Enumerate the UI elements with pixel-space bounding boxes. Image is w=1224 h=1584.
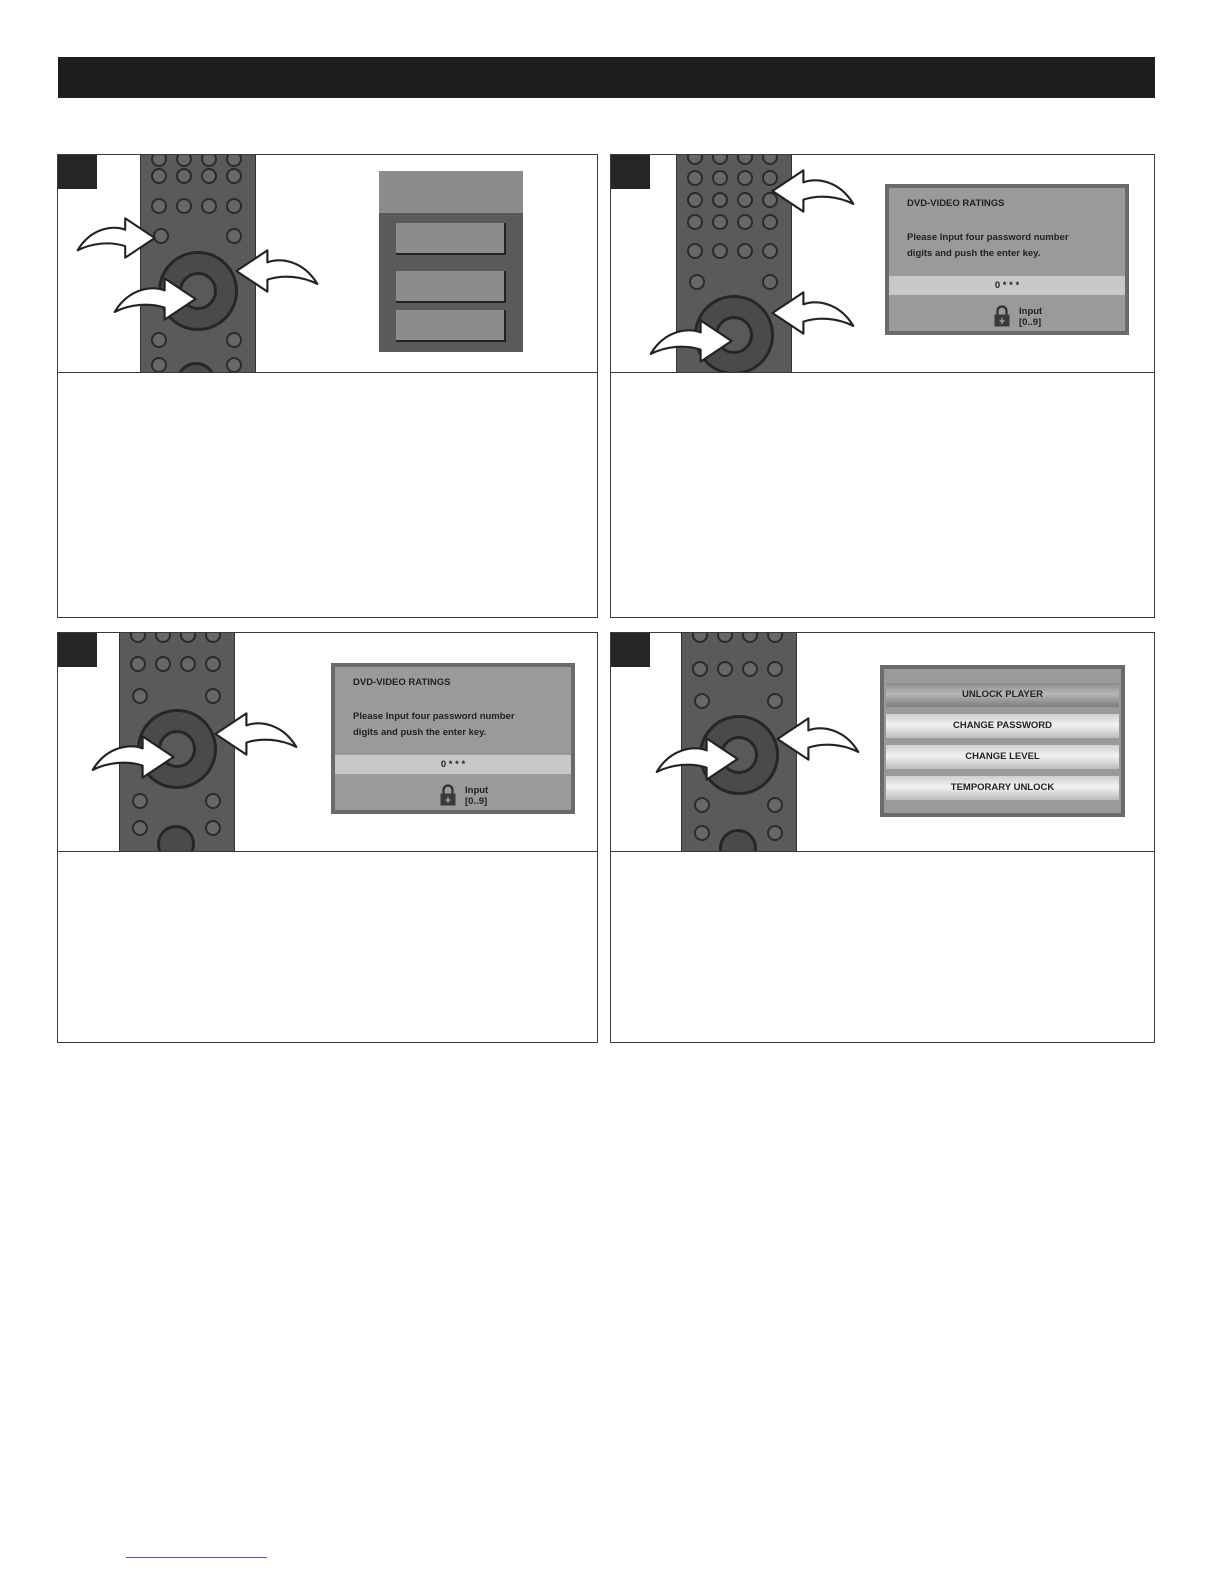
remote-button — [151, 155, 167, 167]
remote-button — [205, 688, 221, 704]
remote-button — [130, 656, 146, 672]
step-illustration — [611, 155, 1154, 373]
remote-button — [767, 693, 783, 709]
input-label: Input — [465, 785, 489, 796]
screen-message — [353, 709, 515, 741]
remote-button — [712, 155, 728, 165]
remote-button — [737, 155, 753, 165]
remote-button — [205, 633, 221, 643]
message-line: Please Input four password number — [353, 711, 515, 722]
remote-button — [132, 793, 148, 809]
remote-button — [201, 155, 217, 167]
step-instruction-area — [611, 852, 1154, 1042]
screen-title: DVD-VIDEO RATINGS — [353, 677, 451, 688]
remote-button — [226, 228, 242, 244]
menu-item-temporary-unlock: TEMPORARY UNLOCK — [886, 776, 1119, 800]
remote-button — [201, 198, 217, 214]
remote-button — [226, 155, 242, 167]
remote-button — [767, 797, 783, 813]
remote-button — [712, 243, 728, 259]
remote-button — [201, 168, 217, 184]
remote-button — [687, 192, 703, 208]
arrow-icon — [113, 273, 199, 325]
remote-button — [130, 633, 146, 643]
remote-button — [205, 656, 221, 672]
password-screen — [331, 663, 575, 814]
step-instruction-area — [58, 373, 597, 617]
lock-icon — [994, 305, 1010, 327]
menu-item-unlock-player: UNLOCK PLAYER — [886, 683, 1119, 707]
remote-button — [742, 633, 758, 643]
remote-button — [132, 820, 148, 836]
remote-button — [737, 170, 753, 186]
remote-button — [180, 656, 196, 672]
arrow-icon — [91, 731, 177, 783]
remote-button — [712, 214, 728, 230]
footer-link-underline[interactable] — [126, 1557, 267, 1558]
message-line: digits and push the enter key. — [353, 727, 487, 738]
remote-round-button — [719, 829, 757, 852]
password-code: 0 * * * — [335, 755, 571, 774]
menu-option — [396, 271, 506, 303]
remote-button — [692, 633, 708, 643]
message-line: digits and push the enter key. — [907, 248, 1041, 259]
arrow-icon — [769, 287, 855, 339]
remote-button — [687, 243, 703, 259]
arrow-icon — [76, 213, 158, 263]
remote-button — [226, 168, 242, 184]
remote-button — [762, 243, 778, 259]
remote-button — [151, 357, 167, 373]
parental-menu-screen — [880, 665, 1125, 817]
arrow-icon — [212, 708, 298, 760]
password-code: 0 * * * — [889, 276, 1125, 295]
remote-button — [155, 633, 171, 643]
remote-button — [689, 274, 705, 290]
remote-button — [687, 155, 703, 165]
remote-button — [694, 797, 710, 813]
remote-button — [176, 198, 192, 214]
remote-button — [694, 825, 710, 841]
setup-menu-screen — [379, 171, 523, 352]
menu-item-change-password: CHANGE PASSWORD — [886, 714, 1119, 738]
step-illustration — [58, 155, 597, 373]
remote-button — [180, 633, 196, 643]
arrow-icon — [769, 165, 855, 217]
arrow-icon — [774, 713, 860, 765]
remote-button — [712, 170, 728, 186]
step-number-box — [58, 633, 97, 667]
step-instruction-area — [611, 373, 1154, 617]
menu-header — [379, 171, 523, 213]
step-number-box — [58, 155, 97, 189]
remote-button — [687, 170, 703, 186]
remote-button — [687, 214, 703, 230]
arrow-icon — [655, 733, 741, 785]
remote-button — [712, 192, 728, 208]
lock-icon — [440, 784, 456, 806]
remote-button — [205, 820, 221, 836]
step-panel-c — [57, 632, 598, 1043]
remote-button — [717, 633, 733, 643]
remote-button — [767, 661, 783, 677]
remote-button — [226, 357, 242, 373]
remote-button — [692, 661, 708, 677]
remote-button — [767, 633, 783, 643]
menu-item-change-level: CHANGE LEVEL — [886, 745, 1119, 769]
arrow-icon — [233, 245, 319, 297]
step-number-box — [611, 633, 650, 667]
arrow-icon — [649, 315, 735, 367]
screen-title: DVD-VIDEO RATINGS — [907, 198, 1005, 209]
input-range: [0..9] — [465, 796, 488, 807]
remote-button — [151, 168, 167, 184]
remote-button — [717, 661, 733, 677]
remote-button — [151, 332, 167, 348]
remote-button — [737, 214, 753, 230]
remote-button — [205, 793, 221, 809]
step-panel-b — [610, 154, 1155, 618]
screen-message — [907, 230, 1069, 262]
remote-button — [762, 155, 778, 165]
input-hint — [1019, 306, 1042, 328]
remote-button — [737, 192, 753, 208]
step-number-box — [611, 155, 650, 189]
step-illustration — [611, 633, 1154, 852]
remote-button — [226, 198, 242, 214]
remote-button — [155, 656, 171, 672]
remote-button — [176, 155, 192, 167]
step-panel-a — [57, 154, 598, 618]
section-header-bar — [58, 57, 1155, 98]
input-label: Input — [1019, 306, 1043, 317]
remote-button — [132, 688, 148, 704]
remote-button — [151, 198, 167, 214]
remote-round-button — [157, 825, 195, 852]
remote-button — [767, 825, 783, 841]
step-panel-d — [610, 632, 1155, 1043]
remote-round-button — [176, 362, 216, 373]
remote-button — [176, 168, 192, 184]
input-range: [0..9] — [1019, 317, 1042, 328]
step-instruction-area — [58, 852, 597, 1042]
remote-button — [737, 243, 753, 259]
step-illustration — [58, 633, 597, 852]
remote-button — [694, 693, 710, 709]
menu-option — [396, 223, 506, 255]
remote-button — [226, 332, 242, 348]
remote-button — [742, 661, 758, 677]
input-hint — [465, 785, 488, 807]
message-line: Please Input four password number — [907, 232, 1069, 243]
menu-option — [396, 310, 506, 342]
password-screen — [885, 184, 1129, 335]
